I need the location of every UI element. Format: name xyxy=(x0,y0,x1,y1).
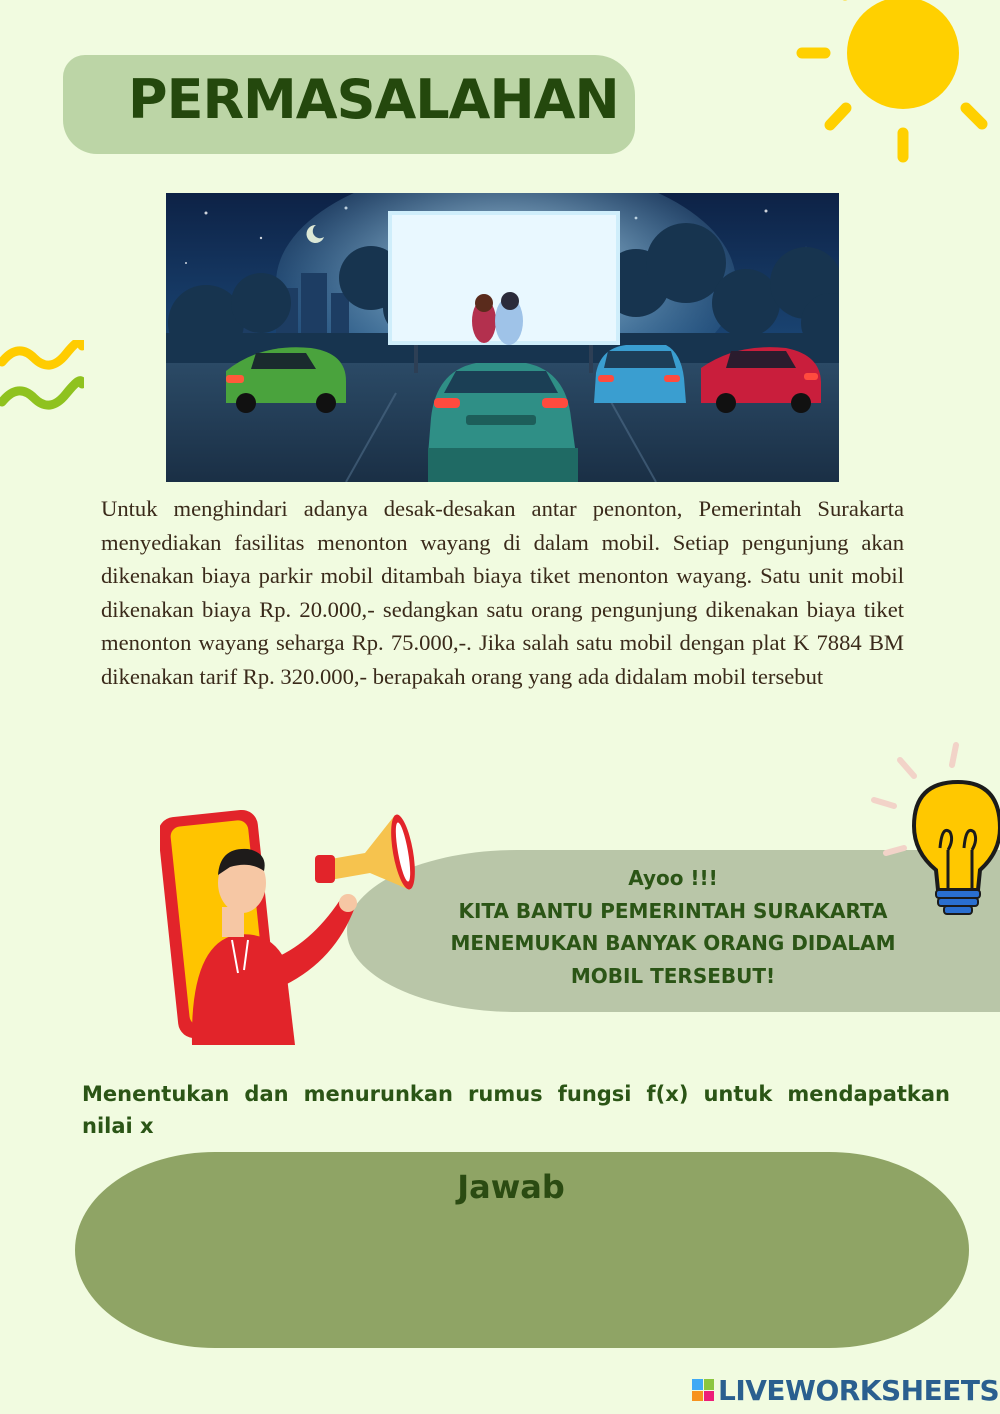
callout-text xyxy=(414,862,932,992)
liveworksheets-mark xyxy=(692,1379,714,1401)
instruction-text: Menentukan dan menurunkan rumus fungsi f(x) untuk mendapatkan nilai x xyxy=(82,1082,950,1138)
callout-line-2: KITA BANTU PEMERINTAH SURAKARTA xyxy=(458,898,888,923)
callout-line-4: MOBIL TERSEBUT! xyxy=(570,963,776,988)
callout-line-3: MENEMUKAN BANYAK ORANG DIDALAM xyxy=(450,931,896,955)
callout-line-1: Ayoo !!! xyxy=(628,866,718,890)
problem-paragraph: Untuk menghindari adanya desak-desakan antar penonton, Pemerintah Surakarta menyediakan fasilitas menonton wayang di dalam mobil. Setiap pengunjung akan dikenakan biaya parkir mobil ditambah biaya tiket menonton wayang. Satu unit mobil dikenakan biaya Rp. 20.000,- sedangkan satu orang pengunjung dikenakan biaya tiket menonton wayang seharga Rp. 75.000,-. Jika salah satu mobil dengan plat K 7884 BM dikenakan tarif Rp. 320.000,- berapakah orang yang ada didalam mobil tersebut xyxy=(101,496,904,689)
answer-label: Jawab xyxy=(457,1168,565,1206)
squiggle-decoration xyxy=(0,340,84,412)
drive-in-cinema-illustration xyxy=(166,193,839,482)
phone-megaphone-man-illustration xyxy=(160,795,420,1045)
liveworksheets-logo xyxy=(692,1373,999,1407)
sun-icon xyxy=(790,0,1000,170)
page-title: PERMASALAHAN xyxy=(128,68,619,131)
brand-name: LIVEWORKSHEETS xyxy=(718,1373,1000,1407)
lightbulb-icon xyxy=(868,740,1000,925)
